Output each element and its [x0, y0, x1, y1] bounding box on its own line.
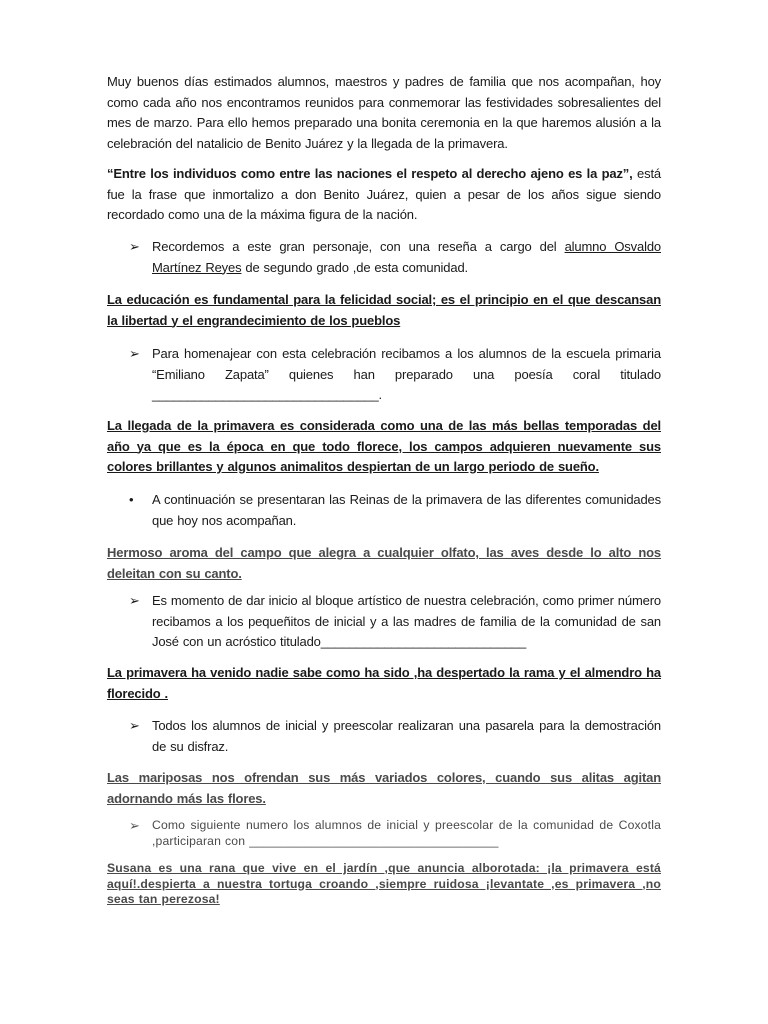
highlight-aroma-campo: Hermoso aroma del campo que alegra a cualquier olfato, las aves desde lo alto nos deleitan con su canto.: [107, 545, 661, 581]
bullet-text: Recordemos a este gran personaje, con una reseña a cargo del: [152, 239, 565, 254]
highlight-educacion: La educación es fundamental para la felicidad social; es el principio en el que descansan la libertad y el engrandecimiento de los pueblos: [107, 292, 661, 328]
bullet-item-acrostico: Es momento de dar inicio al bloque artístico de nuestra celebración, como primer número recibamos a los pequeñitos de inicial y a las madres de familia de la comunidad de san José con un acróstico titulado_____________________________: [152, 593, 661, 649]
juarez-quote: “Entre los individuos como entre las naciones el respeto al derecho ajeno es la paz”,: [107, 166, 633, 181]
arrow-bullet-icon: ➢: [129, 239, 140, 254]
highlight-primavera-ha-venido: La primavera ha venido nadie sabe como ha sido ,ha despertado la rama y el almendro ha florecido .: [107, 665, 661, 701]
arrow-bullet-icon: ➢: [129, 593, 140, 608]
arrow-bullet-icon: ➢: [129, 818, 140, 833]
highlight-mariposas: Las mariposas nos ofrendan sus más variados colores, cuando sus alitas agitan adornando más las flores.: [107, 770, 661, 806]
arrow-bullet-icon: ➢: [129, 346, 140, 361]
bullet-item-poesia: Para homenajear con esta celebración recibamos a los alumnos de la escuela primaria “Emiliano Zapata” quienes han preparado una poesía coral titulado ________________________________.: [152, 346, 661, 402]
student-name: alumno Osvaldo Martínez Reyes: [152, 239, 661, 275]
intro-paragraph: [107, 72, 661, 154]
intro-text: Muy buenos días estimados alumnos, maestros y padres de familia que nos acompañan, hoy como cada año nos encontramos reunidos para conmemorar las festividades sobresalientes del mes de marzo. Para ello hemos preparado una bonita ceremonia en la que haremos alusión a la celebración del natalicio de Benito Juárez y la llegada de la primavera.: [107, 74, 661, 151]
quote-paragraph: [107, 164, 661, 226]
bullet-item-resena: [152, 237, 661, 278]
arrow-bullet-icon: ➢: [129, 718, 140, 733]
highlight-llegada-primavera: La llegada de la primavera es considerada como una de las más bellas temporadas del año ya que es la época en que todo florece, los campos adquieren nuevamente sus colores brillantes y algunos animalitos despiertan de un largo periodo de sueño.: [107, 418, 661, 474]
bullet-item-pasarela: Todos los alumnos de inicial y preescolar realizaran una pasarela para la demostración de su disfraz.: [152, 718, 661, 754]
quote-explanation: está fue la frase que inmortalizo a don Benito Juárez, quien a pesar de los años sigue siendo recordado como una de la máxima figura de la nación.: [107, 166, 661, 222]
bullet-text-end: de segundo grado ,de esta comunidad.: [241, 259, 469, 275]
bullet-item-coxotla: Como siguiente numero los alumnos de inicial y preescolar de la comunidad de Coxotla ,participaran con ____________________________________: [152, 818, 661, 848]
highlight-susana-rana: Susana es una rana que vive en el jardín ,que anuncia alborotada: ¡la primavera está aquí!.despierta a nuestra tortuga croando ,siempre ruidosa ¡levantate ,es primavera ,no seas tan perezosa!: [107, 861, 661, 906]
dot-bullet-icon: •: [129, 492, 134, 507]
bullet-item-reinas: A continuación se presentaran las Reinas de la primavera de las diferentes comunidades que hoy nos acompañan.: [152, 492, 661, 528]
